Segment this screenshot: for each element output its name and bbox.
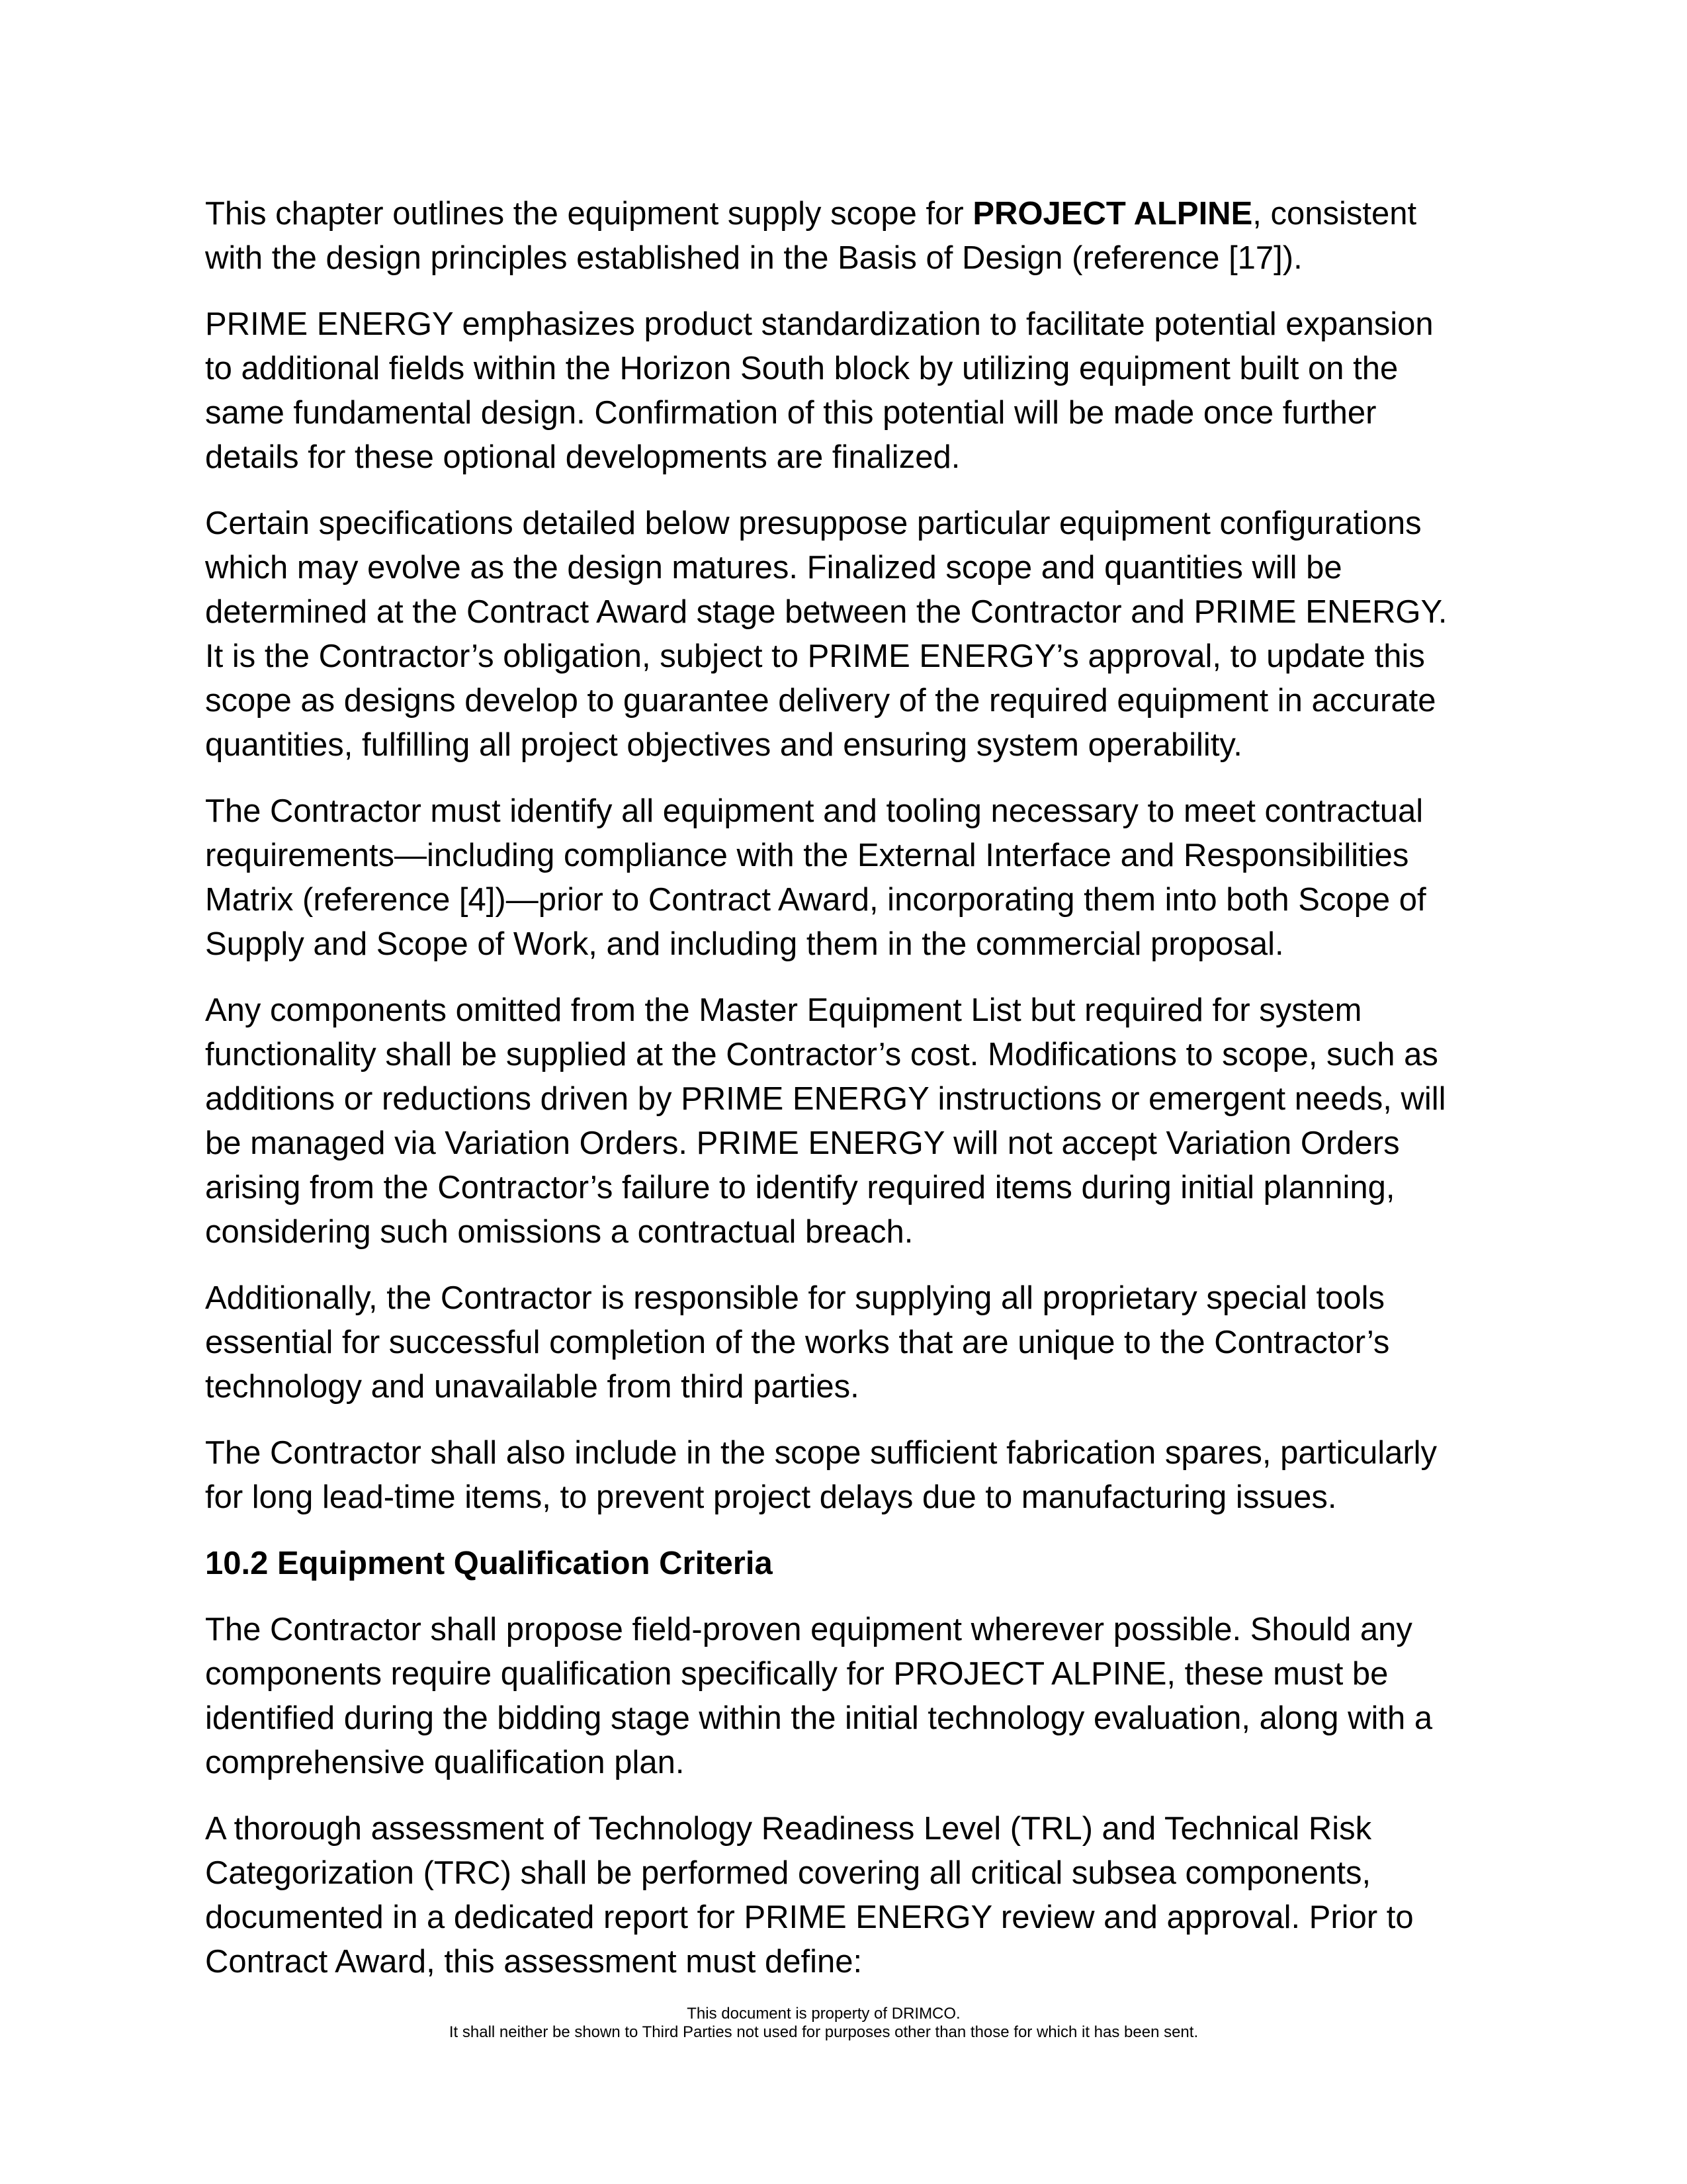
paragraph-omitted-components: Any components omitted from the Master Equipment List but required for system functionality shall be supplied at the Contractor’s cost. Modifications to scope, such as additions or reductions driven by PRIME ENERGY instructions or emergent needs, will be managed via Variation Orders. PRIME ENERGY will not accept Variation Orders arising from the Contractor’s failure to identify required items during initial planning, considering such omissions a contractual breach. xyxy=(205,992,1446,1250)
footer-property-line: This document is property of DRIMCO. xyxy=(687,2005,961,2023)
section-heading-equipment-qualification: 10.2 Equipment Qualification Criteria xyxy=(205,1546,773,1581)
paragraph-field-proven: The Contractor shall propose field-proven equipment wherever possible. Should any components require qualification specifically for PROJECT ALPINE, these must be identified during the bidding stage within the initial technology evaluation, along with a comprehensive qualification plan. xyxy=(205,1612,1433,1780)
paragraph-fabrication-spares: The Contractor shall also include in the scope sufficient fabrication spares, particularly for long lead-time items, to prevent project delays due to manufacturing issues. xyxy=(205,1435,1438,1515)
paragraph-text: This chapter outlines the equipment supply scope for xyxy=(205,196,973,232)
page-footer xyxy=(0,2005,1647,2042)
paragraph-standardization: PRIME ENERGY emphasizes product standardization to facilitate potential expansion to additional fields within the Horizon South block by utilizing equipment built on the same fundamental design. Confirmation of this potential will be made once further details for these optional developments are finalized. xyxy=(205,306,1434,475)
paragraph-special-tools: Additionally, the Contractor is responsible for supplying all proprietary special tools essential for successful completion of the works that are unique to the Contractor’s technology and unavailable from third parties. xyxy=(205,1280,1390,1405)
paragraph-specifications: Certain specifications detailed below presuppose particular equipment configurations which may evolve as the design matures. Finalized scope and quantities will be determined at the Contract Award stage between the Contractor and PRIME ENERGY. It is the Contractor’s obligation, subject to PRIME ENERGY’s approval, to update this scope as designs develop to guarantee delivery of the required equipment in accurate quantities, fulfilling all project objectives and ensuring system operability. xyxy=(205,505,1448,763)
footer-confidentiality-line: It shall neither be shown to Third Parties not used for purposes other than those for which it has been sent. xyxy=(449,2023,1199,2041)
project-name-bold: PROJECT ALPINE xyxy=(973,196,1253,232)
paragraph-identify-equipment: The Contractor must identify all equipment and tooling necessary to meet contractual requirements—including compliance with the External Interface and Responsibilities Matrix (reference [4])—prior to Contract Award, incorporating them into both Scope of Supply and Scope of Work, and including them in the commercial proposal. xyxy=(205,793,1426,962)
paragraph-trl-trc-assessment: A thorough assessment of Technology Readiness Level (TRL) and Technical Risk Categorization (TRC) shall be performed covering all critical subsea components, documented in a dedicated report for PRIME ENERGY review and approval. Prior to Contract Award, this assessment must define: xyxy=(205,1811,1414,1980)
document-body xyxy=(205,192,1459,2006)
paragraph-text: , consistent with the design principles established in the Basis of Design (reference [17]). xyxy=(205,196,1417,276)
paragraph-chapter-intro xyxy=(205,192,1459,281)
